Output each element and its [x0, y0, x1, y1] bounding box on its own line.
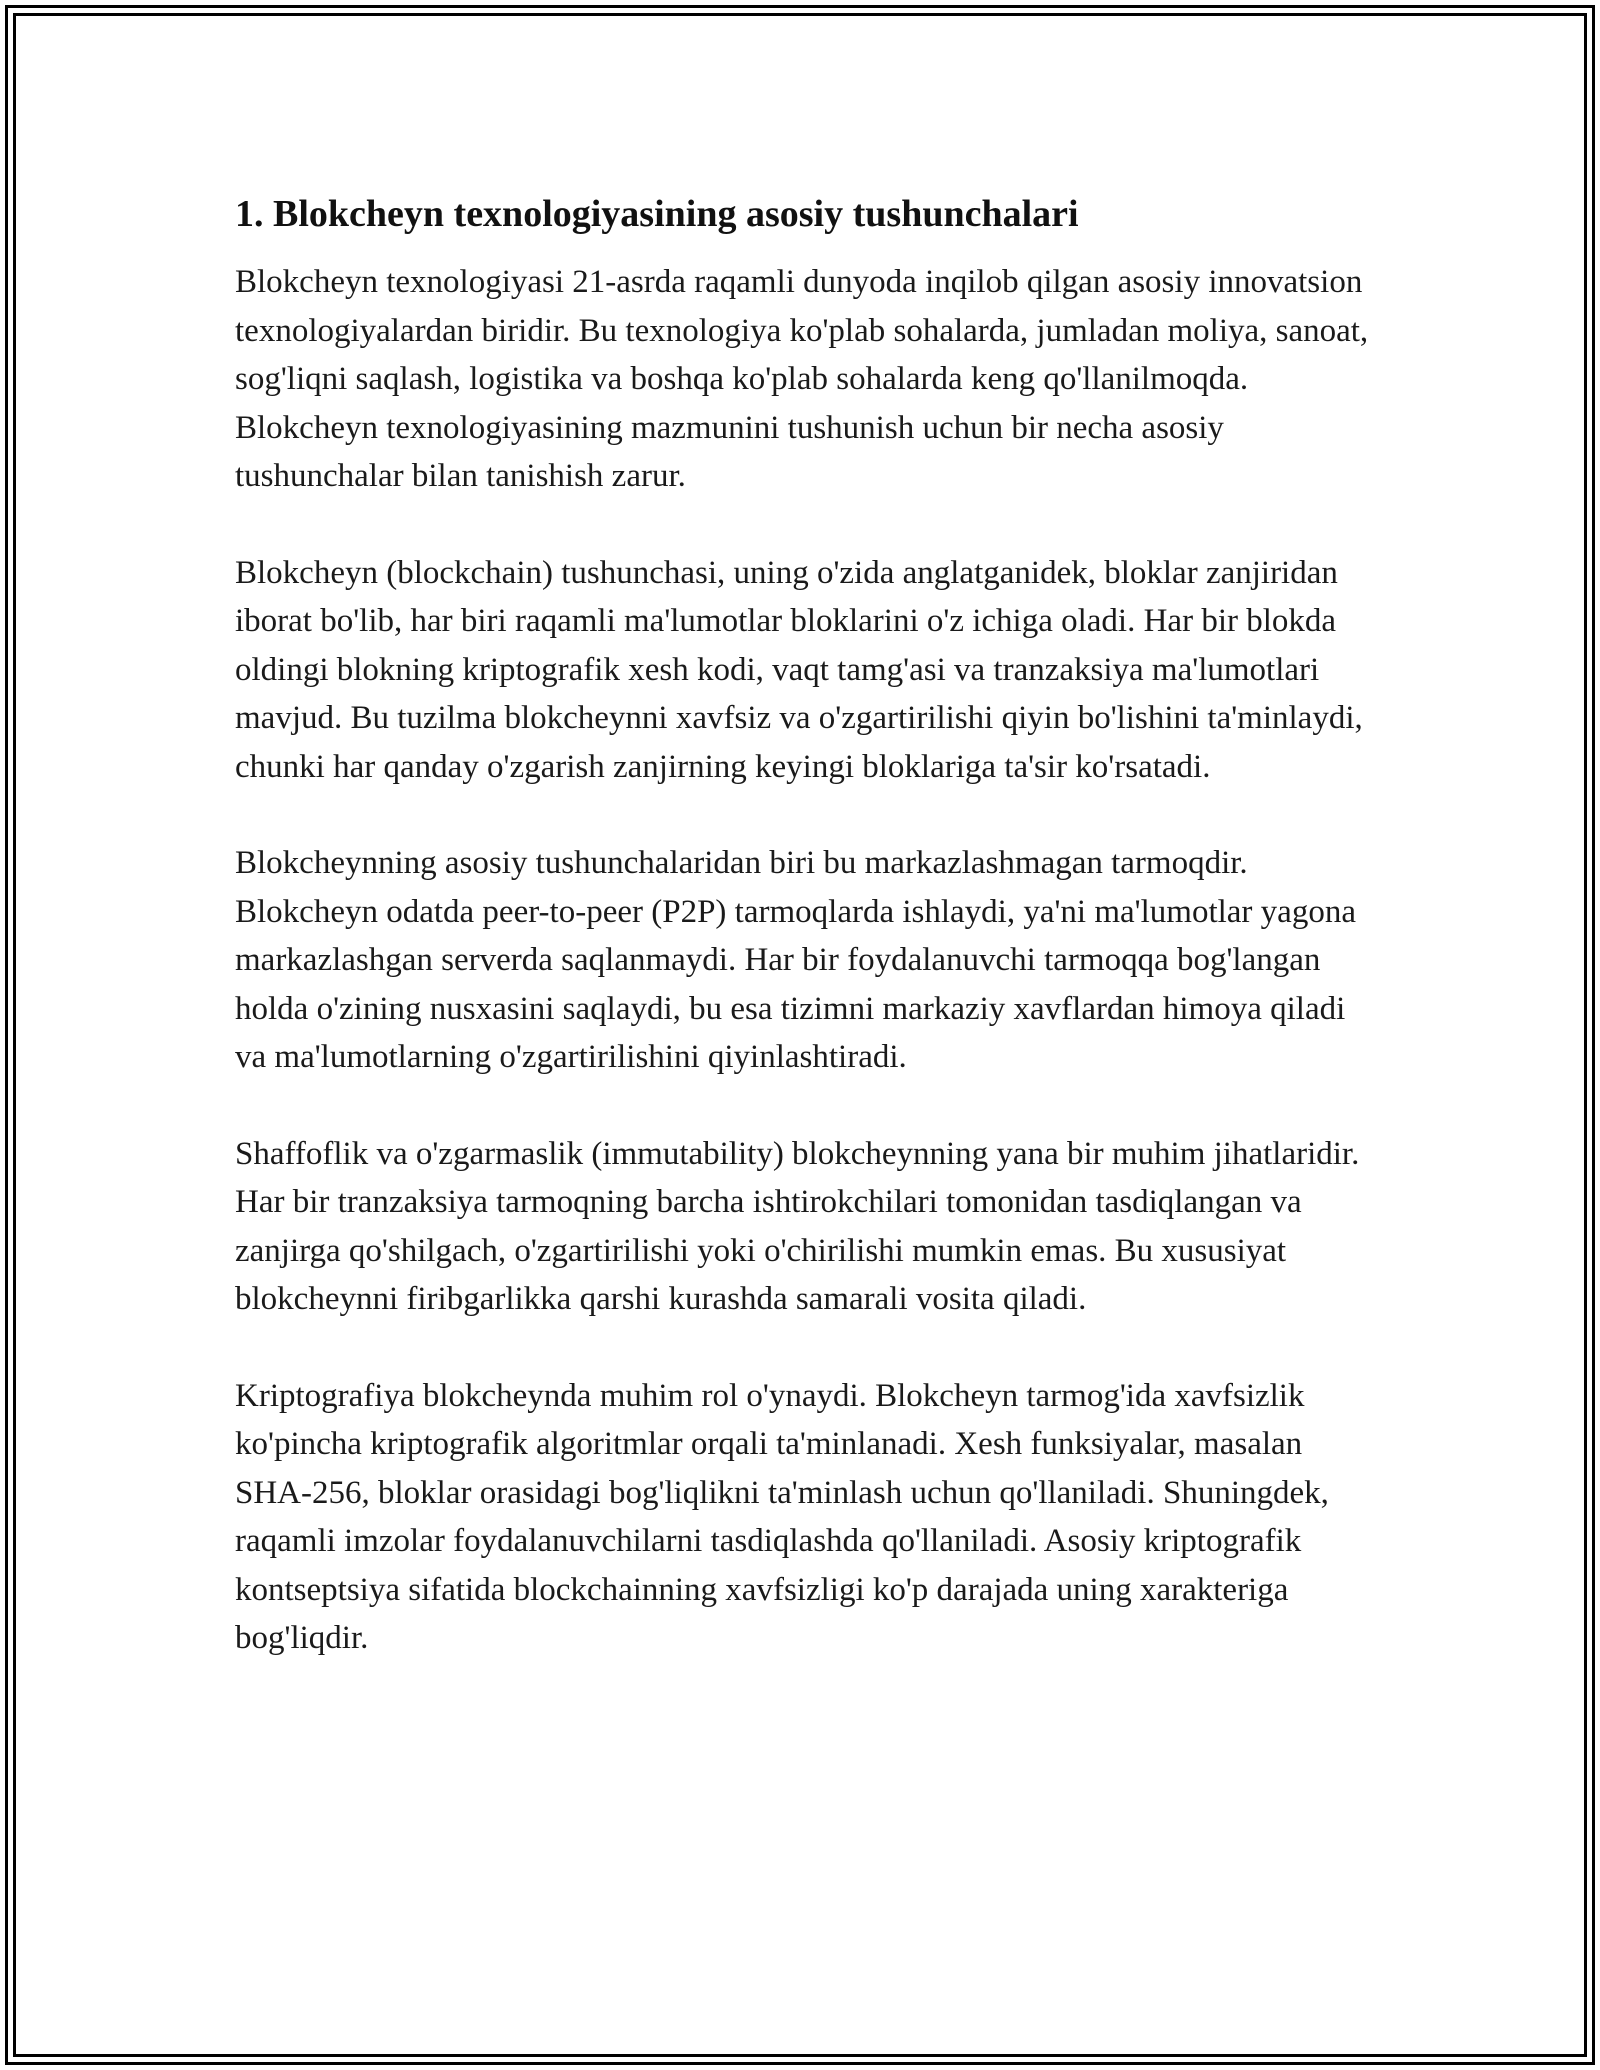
paragraph-decentralization: Blokcheynning asosiy tushunchalaridan biri bu markazlashmagan tarmoqdir. Blokcheyn odatda peer-to-peer (P2P) tarmoqlarda ishlaydi, ya'ni ma'lumotlar yagona markazlashgan serverda saqlanmaydi. Har bir foydalanuvchi tarmoqqa bog'langan holda o'zining nusxasini saqlaydi, bu esa tizimni markaziy xavflardan himoya qiladi va ma'lumotlarning o'zgartirilishini qiyinlashtiradi.	[235, 845, 1356, 1075]
paragraph-blockchain-definition: Blokcheyn (blockchain) tushunchasi, uning o'zida anglatganidek, bloklar zanjiridan iborat bo'lib, har biri raqamli ma'lumotlar bloklarini o'z ichiga oladi. Har bir blokda oldingi blokning kriptografik xesh kodi, vaqt tamg'asi va tranzaksiya ma'lumotlari mavjud. Bu tuzilma blokcheynni xavfsiz va o'zgartirilishi qiyin bo'lishini ta'minlaydi, chunki har qanday o'zgarish zanjirning keyingi bloklariga ta'sir ko'rsatadi.	[235, 554, 1363, 785]
section-heading: 1. Blokcheyn texnologiyasining asosiy tushunchalari	[235, 193, 1079, 235]
document-body	[235, 186, 1375, 1711]
paragraph-intro: Blokcheyn texnologiyasi 21-asrda raqamli dunyoda inqilob qilgan asosiy innovatsion texnologiyalardan biridir. Bu texnologiya ko'plab sohalarda, jumladan moliya, sanoat, sog'liqni saqlash, logistika va boshqa ko'plab sohalarda keng qo'llanilmoqda. Blokcheyn texnologiyasining mazmunini tushunish uchun bir necha asosiy tushunchalar bilan tanishish zarur.	[235, 264, 1369, 494]
paragraph-immutability: Shaffoflik va o'zgarmaslik (immutability) blokcheynning yana bir muhim jihatlaridir. Har bir tranzaksiya tarmoqning barcha ishtirokchilari tomonidan tasdiqlangan va zanjirga qo'shilgach, o'zgartirilishi yoki o'chirilishi mumkin emas. Bu xususiyat blokcheynni firibgarlikka qarshi kurashda samarali vosita qiladi.	[235, 1135, 1360, 1317]
paragraph-cryptography: Kriptografiya blokcheynda muhim rol o'ynaydi. Blokcheyn tarmog'ida xavfsizlik ko'pincha kriptografik algoritmlar orqali ta'minlanadi. Xesh funksiyalar, masalan SHA-256, bloklar orasidagi bog'liqlikni ta'minlash uchun qo'llaniladi. Shuningdek, raqamli imzolar foydalanuvchilarni tasdiqlashda qo'llaniladi. Asosiy kriptografik kontseptsiya sifatida blockchainning xavfsizligi ko'p darajada uning xarakteriga bog'liqdir.	[235, 1377, 1329, 1656]
